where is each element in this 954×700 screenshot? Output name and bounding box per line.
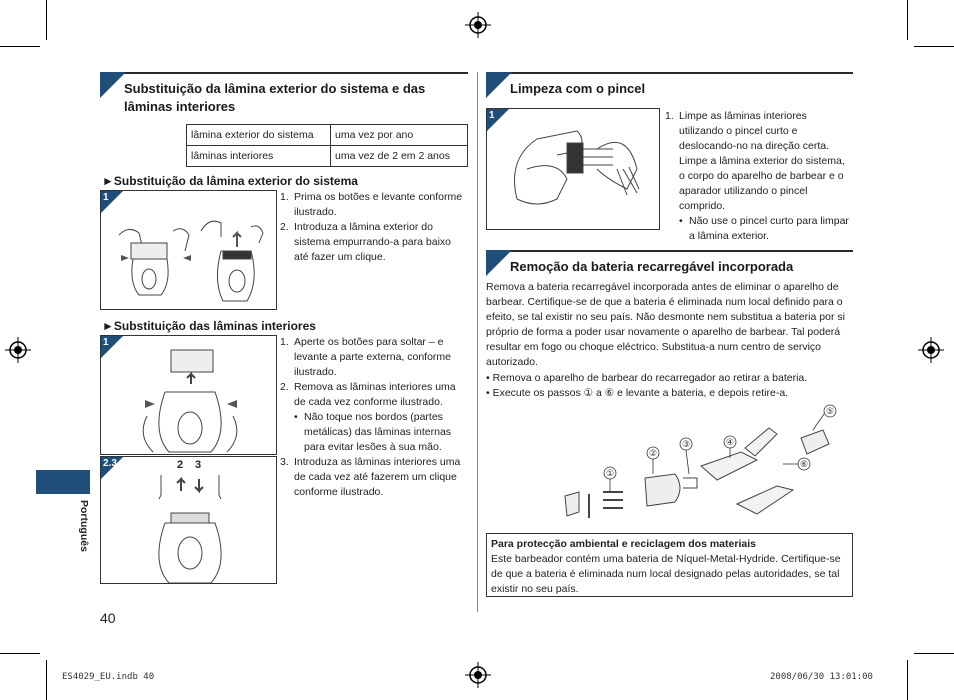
table-cell: uma vez de 2 em 2 anos: [331, 146, 468, 167]
table-row: [187, 125, 468, 146]
crop-mark: [914, 653, 954, 654]
crop-mark: [0, 653, 40, 654]
registration-mark-icon: [465, 662, 491, 688]
column-divider: [477, 72, 478, 612]
crop-mark: [46, 0, 47, 40]
figure-number: 1: [489, 110, 495, 121]
crop-mark: [46, 660, 47, 700]
section-header-cleaning: [486, 72, 853, 102]
table-row: [187, 146, 468, 167]
list-item: 2. Introduza a lâmina exterior do sistema empurrando-a para baixo até fazer um clique.: [280, 221, 451, 263]
figure-number: 1: [103, 192, 109, 203]
footer-file-info: ES4029_EU.indb 40: [62, 672, 155, 682]
section-title: Remoção da bateria recarregável incorporada: [510, 259, 794, 274]
registration-mark-icon: [918, 337, 944, 363]
page-number: 40: [100, 610, 116, 626]
inner-blade-steps: [280, 335, 466, 500]
figure-number: 2.3: [103, 458, 117, 469]
figure-number: 1: [103, 337, 109, 348]
recycling-note-box: [486, 533, 853, 597]
table-cell: lâmina exterior do sistema: [187, 125, 331, 146]
battery-bullet: • Remova o aparelho de barbear do recarregador ao retirar a bateria.: [486, 372, 808, 384]
language-label: Português: [78, 500, 90, 552]
battery-disassembly-illustration: [555, 402, 845, 524]
list-item: 1. Prima os botões e levante conforme ilustrado.: [280, 191, 463, 218]
crop-mark: [0, 46, 40, 47]
shaver-inner-blade-illustration: [101, 336, 276, 454]
registration-mark-icon: [465, 12, 491, 38]
battery-paragraph: Remova a bateria recarregável incorporada antes de eliminar o aparelho de barbear. Certifique-se de que a bateria é eliminada num local definido para o efeito, se tal existir no seu país. Não desmonte nem substitua a bateria por si próprio de forma a poder usar novamente o aparelho de barbear. Tal poderá resultar em fogo ou choque eléctrico. Substitua-a num centro de serviço autorizado.: [486, 281, 845, 368]
language-tab: [36, 470, 90, 494]
section-header-replacement: [100, 72, 468, 118]
list-item: • Não toque nos bordos (partes metálicas) das lâminas internas para evitar lesões à sua mão.: [294, 411, 452, 453]
figure-brush-cleaning: [486, 108, 660, 230]
step-label: ①: [605, 469, 615, 479]
note-title: Para protecção ambiental e reciclagem dos materiais: [491, 538, 756, 550]
step-label: ②: [648, 449, 658, 459]
footer-timestamp: 2008/06/30 13:01:00: [770, 672, 873, 682]
step-label: ⑥: [799, 460, 809, 470]
figure-inner-blade-removal: [100, 456, 277, 584]
list-item: 2. Remova as lâminas interiores uma de cada vez conforme ilustrado.: [280, 381, 456, 408]
section-header-battery: [486, 250, 853, 280]
subsection-title-outer-foil: ►Substituição da lâmina exterior do sistema: [102, 174, 358, 188]
step-label: 3: [195, 459, 202, 471]
shaver-foil-illustration: [101, 191, 276, 309]
brush-cleaning-illustration: [487, 109, 659, 229]
section-title: Limpeza com o pincel: [510, 81, 646, 96]
figure-inner-blade-release: [100, 335, 277, 455]
battery-bullet: • Execute os passos ① a ⑥ e levante a bateria, e depois retire-a.: [486, 387, 789, 399]
section-title: Substituição da lâmina exterior do sistema e das lâminas interiores: [124, 81, 426, 114]
list-item: • Não use o pincel curto para limpar a lâmina exterior.: [679, 215, 849, 242]
note-text: Este barbeador contém uma bateria de Níquel-Metal-Hydride. Certifique-se de que a bateria é eliminada num local designado pelas autoridades, se tal existir no seu país.: [491, 553, 841, 595]
list-item: 3. Introduza as lâminas interiores uma de cada vez até fazerem um clique conforme ilustrado.: [280, 456, 461, 498]
subsection-title-inner-blades: ►Substituição das lâminas interiores: [102, 319, 316, 333]
shaver-blade-removal-illustration: [101, 457, 276, 583]
crop-mark: [907, 660, 908, 700]
crop-mark: [907, 0, 908, 40]
step-label: ④: [725, 438, 735, 448]
step-label: ⑤: [825, 407, 835, 417]
crop-mark: [914, 46, 954, 47]
cleaning-steps: [665, 109, 851, 244]
table-cell: uma vez por ano: [331, 125, 468, 146]
list-item: 1. Aperte os botões para soltar – e levante a parte externa, conforme ilustrado.: [280, 336, 452, 378]
registration-mark-icon: [5, 337, 31, 363]
step-label: 2: [177, 459, 184, 471]
list-item: 1. Limpe as lâminas interiores utilizando o pincel curto e deslocando-no na direção certa. Limpe a lâmina exterior do sistema, o corpo do aparelho de barbear e o aparador utilizando o pincel comprido.: [665, 110, 845, 212]
replacement-schedule-table: [186, 124, 468, 167]
figure-outer-foil-replacement: [100, 190, 277, 310]
table-cell: lâminas interiores: [187, 146, 331, 167]
outer-foil-steps: [280, 190, 466, 265]
step-label: ③: [681, 440, 691, 450]
